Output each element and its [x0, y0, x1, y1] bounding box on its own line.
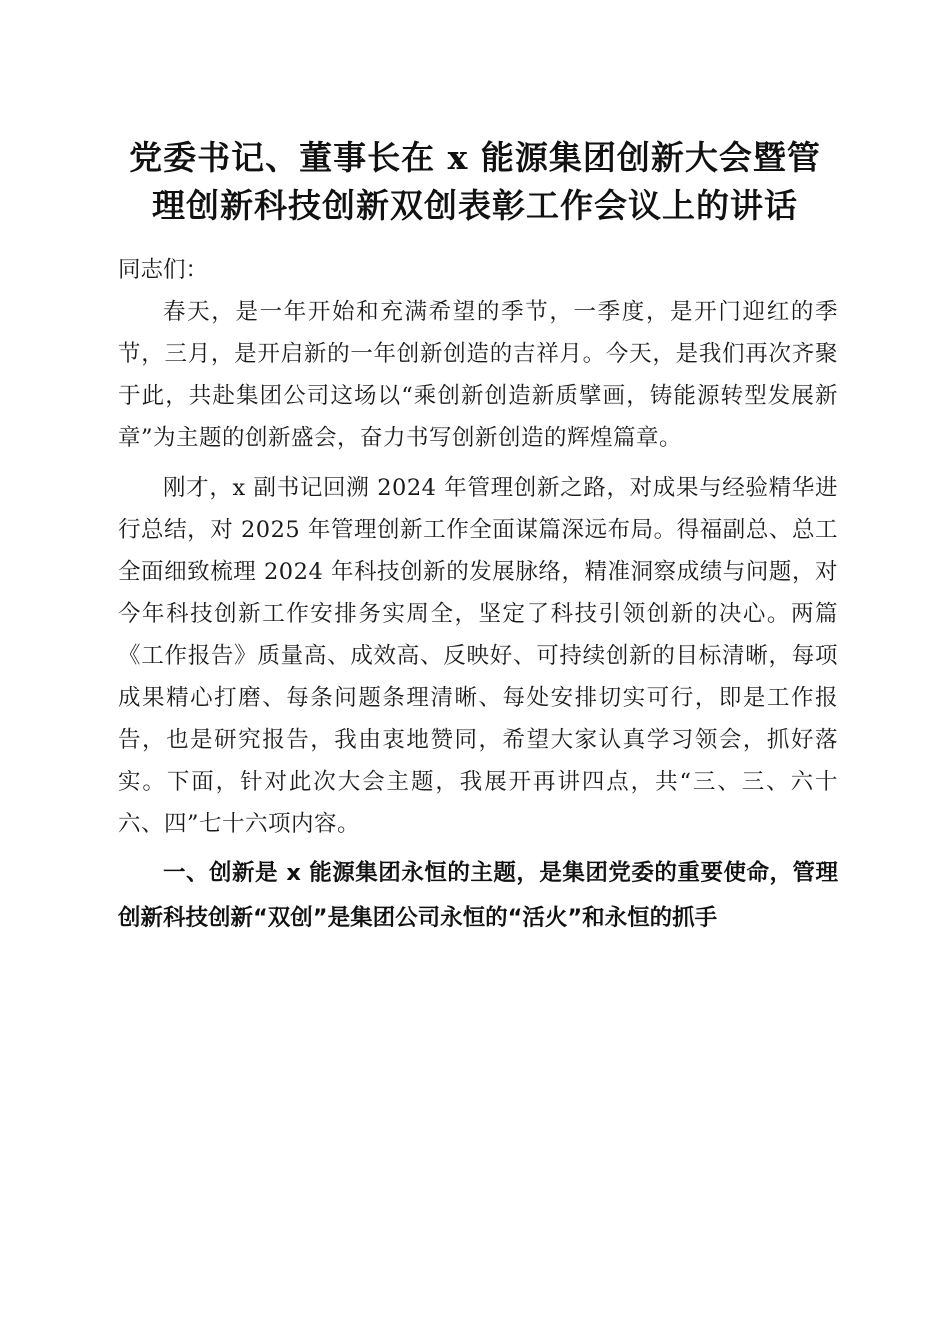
document-body: [118, 249, 838, 941]
salutation: 同志们：: [118, 257, 209, 283]
paragraph-2: 刚才，x 副书记回溯 2024 年管理创新之路，对成果与经验精华进行总结，对 2025 年管理创新工作全面谋篇深远布局。得福副总、总工全面细致梳理 2024 年科技创新的发展脉络，精准洞察成绩与问题，对今年科技创新工作安排务实周全，坚定了科技引领创新的决心。两篇《工作报告》质量高、成效高、反映好、可持续创新的目标清晰，每项成果精心打磨、每条问题条理清晰、每处安排切实可行，即是工作报告，也是研究报告，我由衷地赞同，希望大家认真学习领会，抓好落实。下面，针对此次大会主题，我展开再讲四点，共“三、三、六十六、四”七十六项内容。: [118, 475, 838, 837]
paragraph-1: 春天，是一年开始和充满希望的季节，一季度，是开门迎红的季节，三月，是开启新的一年创新创造的吉祥月。今天，是我们再次齐聚于此，共赴集团公司这场以“乘创新创造新质擘画，铸能源转型发展新章”为主题的创新盛会，奋力书写创新创造的辉煌篇章。: [118, 299, 838, 451]
section-heading-1: 一、创新是 x 能源集团永恒的主题，是集团党委的重要使命，管理创新科技创新“双创”是集团公司永恒的“活火”和永恒的抓手: [118, 860, 838, 931]
title-line-2: 理创新科技创新双创表彰工作会议上的讲话: [152, 186, 798, 225]
document-title: [110, 134, 840, 230]
title-line-1: 党委书记、董事长在 x 能源集团创新大会暨管: [129, 138, 821, 177]
